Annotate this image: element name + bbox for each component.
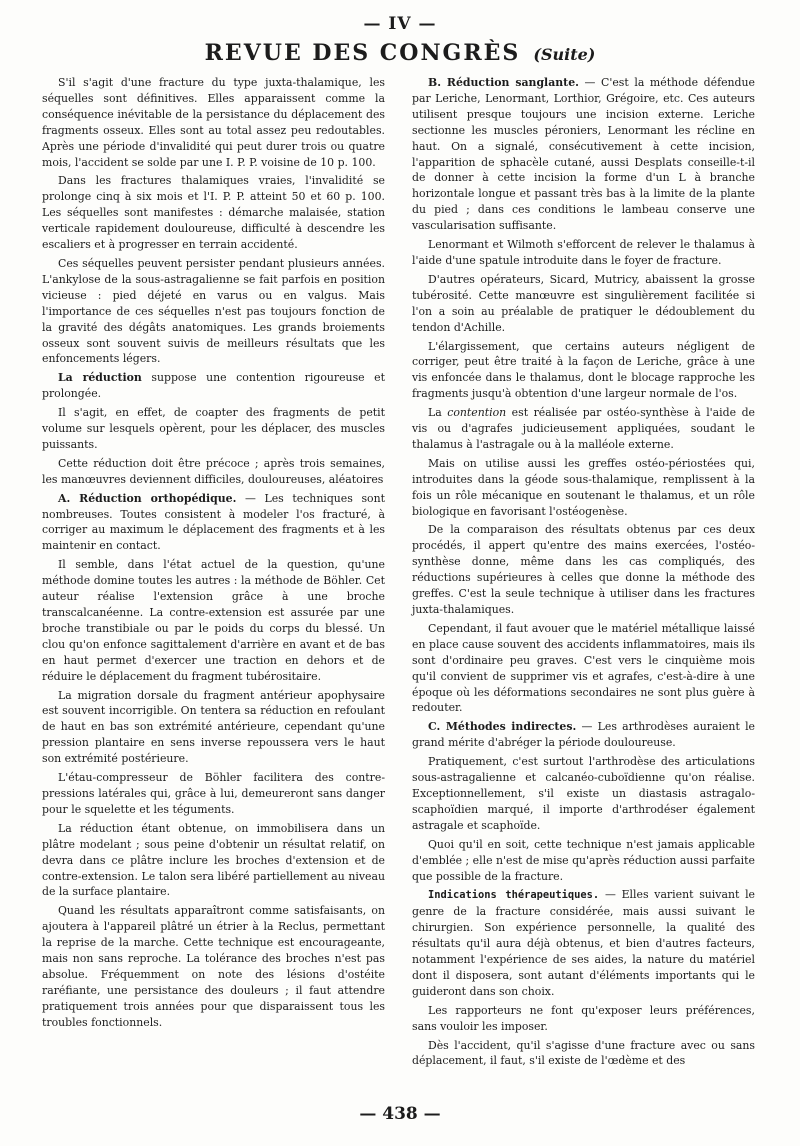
- page-number-bottom: — 438 —: [359, 1104, 441, 1124]
- paragraph-text: — Elles varient suivant le genre de la fracture considérée, mais aussi suivant le chirurgien. Son expérience personnelle, la qualité des résultats qu'il aura déjà obtenus, et bien d'autres facteurs, notamment l'expérience de ses aides, la nature du matériel dont il disposera, sont autant d'éléments importants qui le guideront dans son choix.: [412, 888, 756, 998]
- paragraph-text: L'élargissement, que certains auteurs négligent de corriger, peut être traité à la façon de Leriche, grâce à une vis enfoncée dans le thalamus, dont le blocage rapproche les fragments jusqu'à obtention d'une largeur normale de l'os.: [412, 339, 755, 401]
- paragraph: [42, 821, 385, 901]
- paragraph-heading: Indications thérapeutiques.: [428, 889, 600, 902]
- paragraph-text: Il s'agit, en effet, de coapter des fragments de petit volume sur lesquels opèrent, pour les déplacer, des muscles puissants.: [42, 406, 385, 451]
- emphasis-text: contention: [447, 406, 507, 420]
- paragraph-text: S'il s'agit d'une fracture du type juxta-thalamique, les séquelles sont définitives. Elles apparaissent comme la conséquence inévitable de la persistance du déplacement des fragments osseux. Elles sont au total assez peu redoutables. Après une période d'invalidité qui peut durer trois ou quatre mois, l'accident se solde par une I. P. P. voisine de 10 p. 100.: [42, 76, 385, 169]
- paragraph-text: L'étau-compresseur de Böhler facilitera des contre-pressions latérales qui, grâce à lui, demeureront sans danger pour le squelette et les téguments.: [42, 771, 385, 816]
- paragraph-text: Cependant, il faut avouer que le matériel métallique laissé en place cause souvent des accidents inflammatoires, mais ils sont d'ordinaire peu graves. C'est vers le cinquième mois qu'il convient de supprimer vis et agrafes, c'est-à-dire à une époque où les déformations secondaires ne sont plus guère à redouter.: [412, 621, 755, 715]
- paragraph-text: Pratiquement, c'est surtout l'arthrodèse des articulations sous-astragalienne et calcanéo-cuboïdienne qu'on réalise. Exceptionnellement, s'il existe un diastasis astragalo-scaphoïdien marqué, il importe d'arthrodéser également astragale et scaphoïde.: [412, 755, 755, 832]
- paragraph: [412, 887, 755, 999]
- paragraph-text: — Les arthrodèses auraient le grand mérite d'abréger la période douloureuse.: [412, 720, 755, 750]
- paragraph: [42, 370, 385, 402]
- paragraph-text: De la comparaison des résultats obtenus par ces deux procédés, il appert qu'entre des mains exercées, l'ostéo-synthèse donne, même dans les cas compliqués, des réductions supérieures à celles que donne la méthode des greffes. C'est la seule technique à utiliser dans les fractures juxta-thalamiques.: [412, 523, 755, 616]
- paragraph-text: Mais on utilise aussi les greffes ostéo-périostées qui, introduites dans la géode sous-thalamique, remplissent à la fois un rôle mécanique en soutenant le thalamus, et un rôle biologique en favorisant l'ostéogenèse.: [412, 456, 755, 518]
- section-suite: (Suite): [533, 45, 596, 64]
- paragraph: [412, 1038, 755, 1070]
- paragraph: [42, 688, 385, 768]
- paragraph: [42, 173, 385, 253]
- paragraph: [42, 903, 385, 1030]
- paragraph-text: Quoi qu'il en soit, cette technique n'est jamais applicable d'emblée ; elle n'est de mise qu'après réduction aussi parfaite que possible de la fracture.: [412, 837, 755, 883]
- paragraph: [42, 256, 385, 367]
- paragraph: [412, 405, 755, 453]
- paragraph: [42, 770, 385, 818]
- paragraph: [42, 557, 385, 684]
- paragraph-text: Dans les fractures thalamiques vraies, l'invalidité se prolonge cinq à six mois et l'I. P. P. atteint 50 et 60 p. 100. Les séquelles sont manifestes : démarche malaisée, station verticale rapidement douloureuse, difficulté à descendre les escaliers et à progresser en terrain accidenté.: [42, 174, 385, 252]
- paragraph: [412, 456, 755, 520]
- paragraph: [42, 491, 385, 555]
- paragraph: [42, 405, 385, 453]
- paragraph-lead: A. Réduction orthopédique.: [58, 491, 237, 505]
- paragraph-text: La migration dorsale du fragment antérieur apophysaire est souvent incorrigible. On tentera sa réduction en refoulant de haut en bas son extrémité antérieure, cependant qu'une pression plantaire en sens inverse repoussera vers le haut son extrémité postérieure.: [42, 688, 385, 766]
- paragraph-text: Dès l'accident, qu'il s'agisse d'une fracture avec ou sans déplacement, il faut, s'il existe de l'œdème et des: [412, 1038, 755, 1068]
- page-number-top: — IV —: [363, 14, 437, 34]
- paragraph-text: Lenormant et Wilmoth s'efforcent de relever le thalamus à l'aide d'une spatule introduite dans le foyer de fracture.: [412, 238, 755, 267]
- paragraph: [412, 339, 755, 403]
- paragraph: [412, 272, 755, 336]
- paragraph: [412, 754, 755, 834]
- paragraph-lead: C. Méthodes indirectes.: [428, 720, 577, 734]
- paragraph: [412, 237, 755, 269]
- paragraph-text: D'autres opérateurs, Sicard, Mutricy, abaissent la grosse tubérosité. Cette manœuvre est singulièrement facilitée si l'on a soin au préalable de pratiquer le dédoublement du tendon d'Achille.: [412, 272, 755, 334]
- paragraph: [412, 75, 755, 234]
- paragraph: [412, 522, 755, 617]
- paragraph: [412, 719, 755, 751]
- paragraph-text: Il semble, dans l'état actuel de la question, qu'une méthode domine toutes les autres : la méthode de Böhler. Cet auteur réalise l'extension grâce à une broche transcalcanéenne. La contre-extension est assurée par une broche transtibiale ou par le poids du corps du blessé. Un clou qu'on enfonce sagittalement d'arrière en avant et de bas en haut permet d'exercer une traction en dehors et de réduire le déplacement du fragment tubérositaire.: [42, 558, 385, 683]
- paragraph-text: Quand les résultats apparaîtront comme satisfaisants, on ajoutera à l'appareil plâtré un étrier à la Reclus, permettant la reprise de la marche. Cette technique est encourageante, mais non sans reproche. La tolérance des broches n'est pas absolue. Fréquemment on note des lésions d'ostéite raréfiante, une persistance des douleurs ; il faut attendre pratiquement trois années pour que disparaissent tous les troubles fonctionnels.: [42, 904, 385, 1029]
- paragraph-text: La: [428, 406, 448, 420]
- paragraph-text: suppose une contention rigoureuse et prolongée.: [42, 371, 386, 401]
- paragraph-text: — Les techniques sont nombreuses. Toutes consistent à modeler l'os fracturé, à corriger au maximum le déplacement des fragments et à les maintenir en contact.: [42, 491, 385, 553]
- paragraph-text: Ces séquelles peuvent persister pendant plusieurs années. L'ankylose de la sous-astragalienne se fait parfois en position vicieuse : pied déjeté en varus ou en valgus. Mais l'importance de ces séquelles n'est pas toujours fonction de la gravité des dégâts anatomiques. Les grands broiements osseux sont souvent suivis de meilleurs résultats que les enfoncements légers.: [42, 256, 385, 366]
- paragraph: [42, 456, 385, 488]
- paragraph: [42, 75, 385, 170]
- right-column: [412, 75, 755, 1072]
- section-title: REVUE DES CONGRÈS: [204, 40, 521, 66]
- paragraph-text: est réalisée par ostéo-synthèse à l'aide de vis ou d'agrafes judicieusement appliquées, soudant le thalamus à l'astragale ou à la malléole externe.: [412, 406, 755, 451]
- paragraph-text: Les rapporteurs ne font qu'exposer leurs préférences, sans vouloir les imposer.: [412, 1003, 755, 1033]
- paragraph: [412, 621, 755, 716]
- paragraph-text: — C'est la méthode défendue par Leriche, Lenormant, Lorthior, Grégoire, etc. Ces auteurs utilisent presque toujours une incision externe. Leriche sectionne les muscles péroniers, Lenormant les récline en haut. On a signalé, consécutivement à cette incision, l'apparition de sphacèle cutané, aussi Desplats conseille-t-il de donner à cette incision la forme d'un L à branche horizontale longue et passant très bas à la limite de la plante du pied ; dans ces conditions le lambeau conserve une vascularisation suffisante.: [412, 76, 755, 233]
- paragraph: [412, 837, 755, 885]
- left-column: [42, 75, 385, 1034]
- paragraph-lead: La réduction: [58, 371, 142, 385]
- page-header: [0, 40, 800, 66]
- paragraph: [412, 1003, 755, 1035]
- paragraph-lead: B. Réduction sanglante.: [428, 76, 579, 89]
- paragraph-text: La réduction étant obtenue, on immobilisera dans un plâtre modelant ; sous peine d'obtenir un résultat relatif, on devra dans ce plâtre inclure les broches d'extension et de contre-extension. Le talon sera libéré partiellement au niveau de la surface plantaire.: [42, 821, 385, 899]
- paragraph-text: Cette réduction doit être précoce ; après trois semaines, les manœuvres deviennent difficiles, douloureuses, aléatoires: [42, 456, 385, 486]
